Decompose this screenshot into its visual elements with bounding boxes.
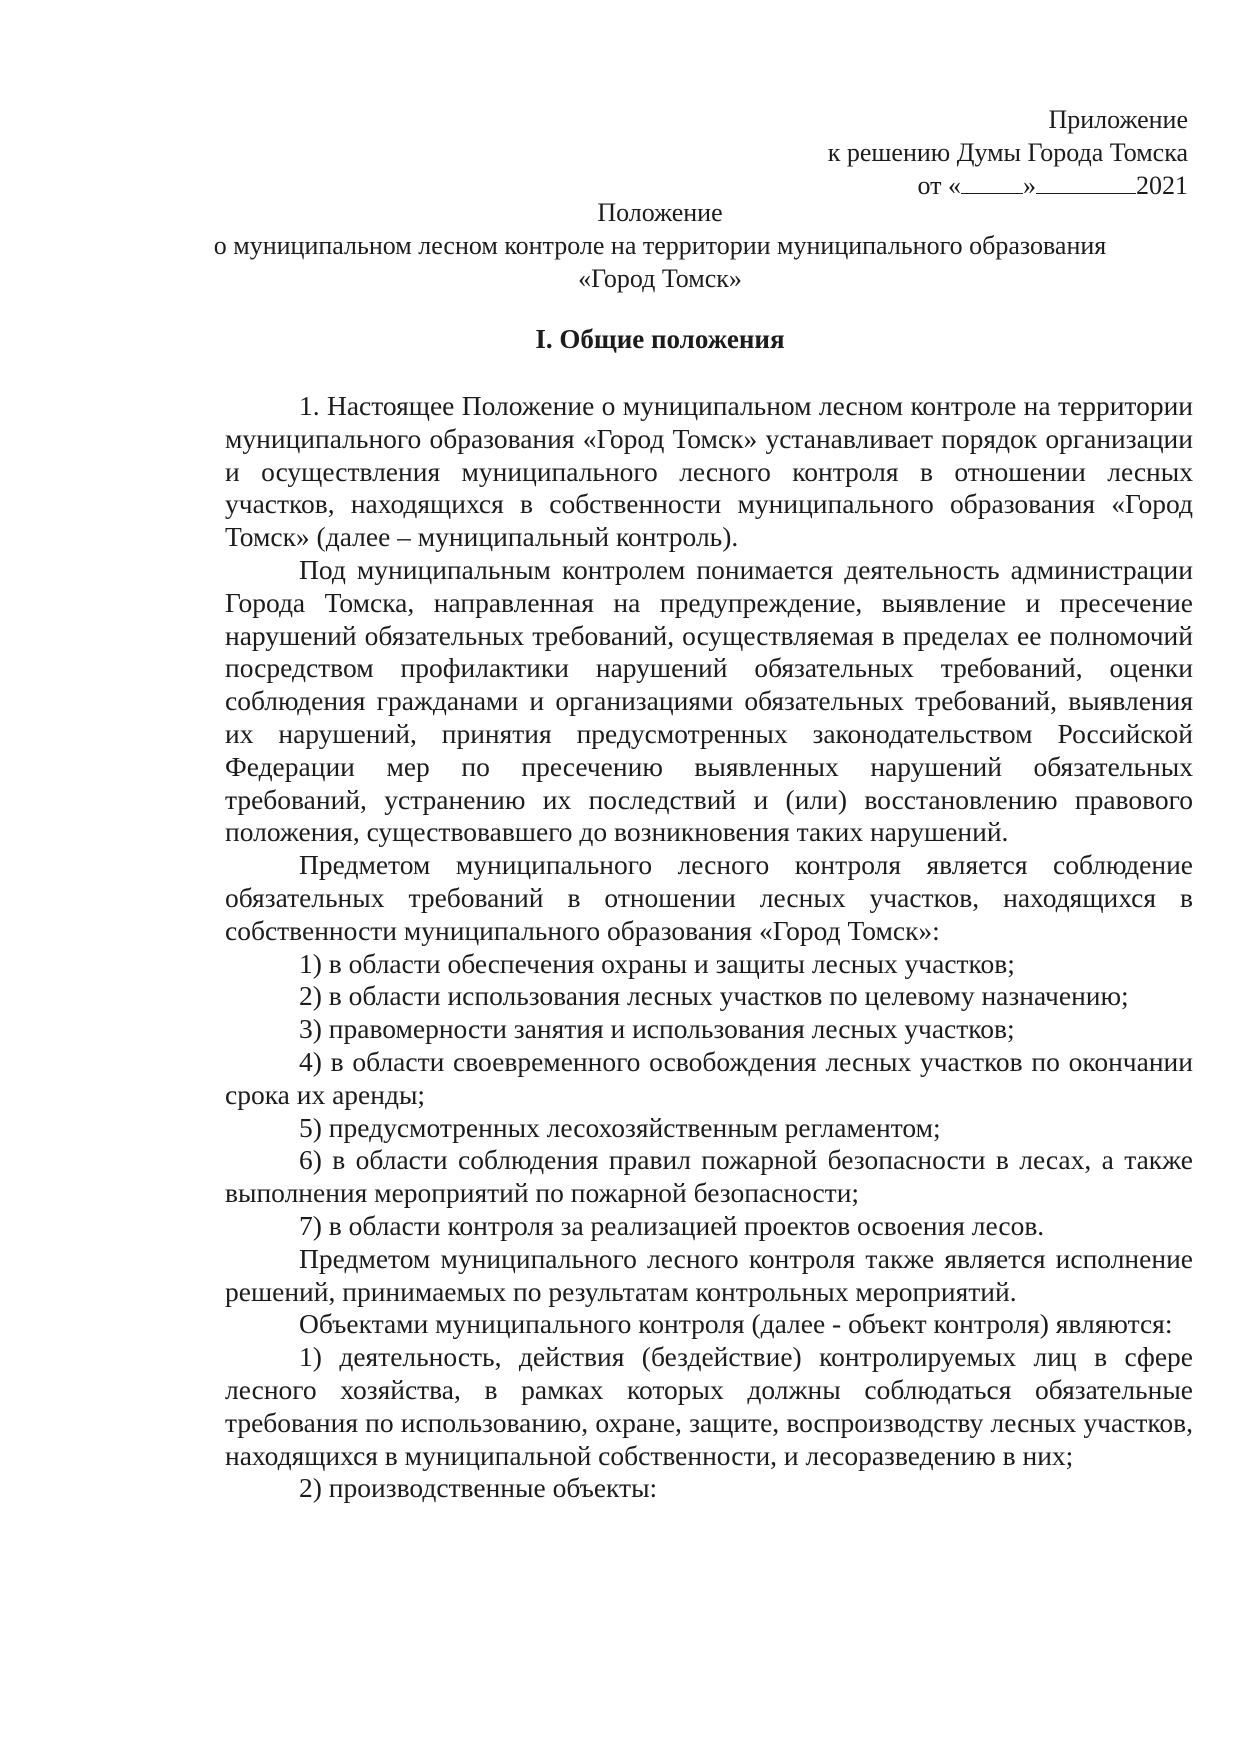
list-item-7: 7) в области контроля за реализацией проектов освоения лесов. [299,1209,1045,1241]
title-line-2: о муниципальном лесном контроле на территории муниципального образования [213,231,1107,260]
document-body [225,390,1193,1505]
paragraph-4: Предметом муниципального лесного контроля также является исполнение решений, принимаемых по результатам контрольных мероприятий. [225,1242,1193,1307]
title-line-3: «Город Томск» [578,264,742,293]
month-blank [1036,171,1136,194]
list-item-6: 6) в области соблюдения правил пожарной безопасности в лесах, а также выполнения мероприятий по пожарной безопасности; [225,1144,1193,1209]
title-line-1: Положение [597,198,723,227]
list-item-2: 2) в области использования лесных участков по целевому назначению; [299,980,1129,1012]
paragraph-3: Предметом муниципального лесного контроля является соблюдение обязательных требований в отношении лесных участков, находящихся в собственности муниципального образования «Город Томск»: [225,849,1193,946]
paragraph-1: 1. Настоящее Положение о муниципальном лесном контроле на территории муниципального образования «Город Томск» устанавливает порядок организации и осуществления муниципального лесного контроля в отношении лесных участков, находящихся в собственности муниципального образования «Город Томск» (далее – муниципальный контроль). [225,390,1193,553]
appendix-label: Приложение [1048,105,1188,134]
date-mid: » [1023,171,1036,200]
paragraph-2: Под муниципальным контролем понимается деятельность администрации Города Томска, направленная на предупреждение, выявление и пресечение нарушений обязательных требований, осуществляемая в пределах ее полномочий посредством профилактики нарушений обязательных требований, оценки соблюдения гражданами и организациями обязательных требований, выявления их нарушений, принятия предусмотренных законодательством Российской Федерации мер по пресечению выявленных нарушений обязательных требований, устранению их последствий и (или) восстановлению правового положения, существовавшего до возникновения таких нарушений. [225,553,1193,848]
list-item-3: 3) правомерности занятия и использования лесных участков; [299,1013,1015,1045]
date-year: 2021 [1136,171,1188,200]
section-heading: I. Общие положения [535,324,785,354]
day-blank [961,171,1023,194]
list-item-4: 4) в области своевременного освобождения лесных участков по окончании срока их аренды; [225,1045,1193,1110]
appendix-header [588,103,1188,202]
object-item-1: 1) деятельность, действия (бездействие) контролируемых лиц в сфере лесного хозяйства, в рамках которых должны соблюдаться обязательные требования по использованию, охране, защите, воспроизводству лесных участков, находящихся в муниципальной собственности, и лесоразведению в них; [225,1341,1193,1471]
decision-reference: к решению Думы Города Томска [827,138,1188,167]
paragraph-5: Объектами муниципального контроля (далее - объект контроля) являются: [299,1308,1173,1340]
document-title [180,196,1140,295]
list-item-5: 5) предусмотренных лесохозяйственным регламентом; [299,1111,941,1143]
list-item-1: 1) в области обеспечения охраны и защиты лесных участков; [299,947,1015,979]
date-prefix: от « [917,171,961,200]
object-item-2: 2) производственные объекты: [299,1472,658,1504]
